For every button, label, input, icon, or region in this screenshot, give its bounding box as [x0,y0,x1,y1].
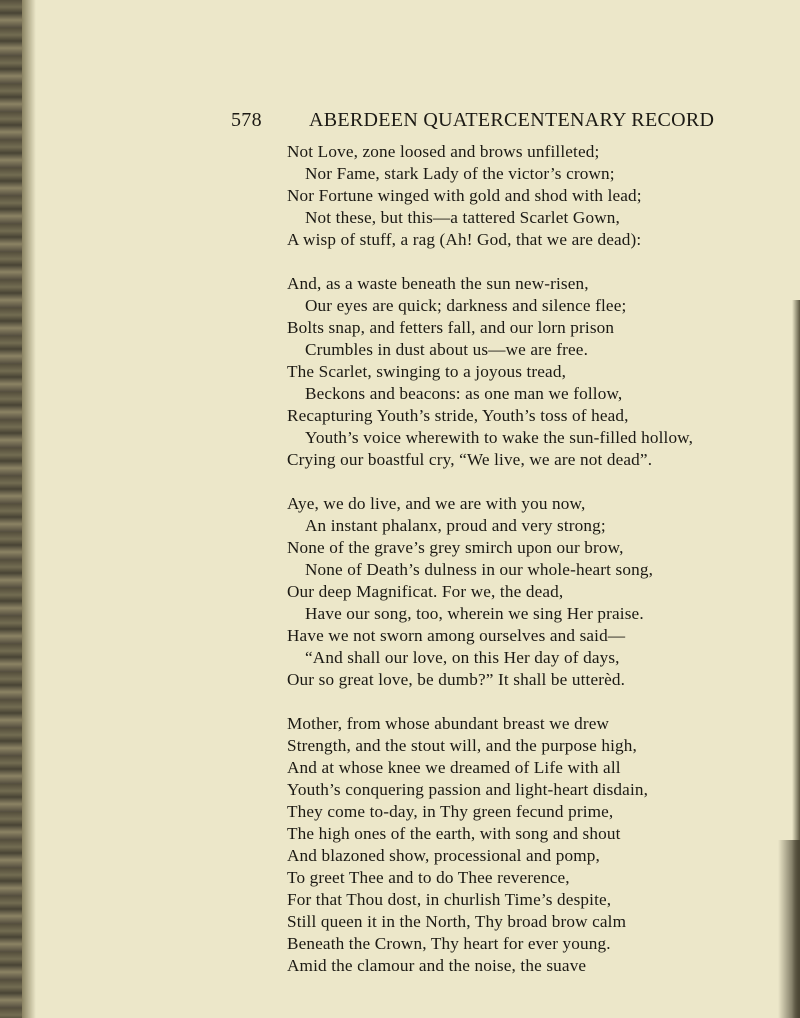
running-title: ABERDEEN QUATERCENTENARY RECORD [309,109,715,131]
poem-line: Nor Fortune winged with gold and shod with lead; [287,186,642,205]
poem-line: Crying our boastful cry, “We live, we are not dead”. [287,450,653,469]
poem-line: Our deep Magnificat. For we, the dead, [287,582,564,601]
stanza [287,273,792,471]
poem-line: None of the grave’s grey smirch upon our brow, [287,538,624,557]
poem-line: Our so great love, be dumb?” It shall be utterèd. [287,670,626,689]
poem-line: They come to-day, in Thy green fecund prime, [287,802,614,821]
poem-line: Youth’s conquering passion and light-heart disdain, [287,780,649,799]
poem-line: The high ones of the earth, with song and shout [287,824,621,843]
poem-line: “And shall our love, on this Her day of days, [305,648,620,667]
poem-line: Strength, and the stout will, and the purpose high, [287,736,637,755]
poem-line: And, as a waste beneath the sun new-risen, [287,274,589,293]
poem-line: The Scarlet, swinging to a joyous tread, [287,362,567,381]
stanza [287,493,792,691]
poem-line: And blazoned show, processional and pomp, [287,846,600,865]
poem-line: A wisp of stuff, a rag (Ah! God, that we are dead): [287,230,642,249]
poem-line: And at whose knee we dreamed of Life with all [287,758,621,777]
poem-line: An instant phalanx, proud and very strong; [305,516,606,535]
poem-line: To greet Thee and to do Thee reverence, [287,868,570,887]
poem-line: Aye, we do live, and we are with you now, [287,494,586,513]
stanza [287,141,792,251]
poem-line: Not these, but this—a tattered Scarlet Gown, [305,208,620,227]
poem-line: Not Love, zone loosed and brows unfilleted; [287,142,600,161]
running-header [231,109,715,132]
poem-line: Crumbles in dust about us—we are free. [305,340,589,359]
page-number: 578 [231,109,262,131]
stanza [287,713,792,977]
poem-line: Recapturing Youth’s stride, Youth’s toss of head, [287,406,629,425]
poem-line: Beckons and beacons: as one man we follow, [305,384,623,403]
poem-line: Nor Fame, stark Lady of the victor’s crown; [305,164,615,183]
poem-line: Youth’s voice wherewith to wake the sun-filled hollow, [305,428,694,447]
poem-line: Still queen it in the North, Thy broad brow calm [287,912,627,931]
poem-line: For that Thou dost, in churlish Time’s despite, [287,890,612,909]
poem-line: Have our song, too, wherein we sing Her praise. [305,604,644,623]
poem-line: Amid the clamour and the noise, the suave [287,956,587,975]
poem-line: Have we not sworn among ourselves and said— [287,626,626,645]
binding-gutter [0,0,22,1018]
poem-line: Beneath the Crown, Thy heart for ever young. [287,934,611,953]
poem-line: Our eyes are quick; darkness and silence flee; [305,296,627,315]
poem-text [287,141,792,999]
poem-line: None of Death’s dulness in our whole-heart song, [305,560,654,579]
poem-line: Mother, from whose abundant breast we drew [287,714,610,733]
gutter-shadow [22,0,36,1018]
poem-line: Bolts snap, and fetters fall, and our lorn prison [287,318,615,337]
